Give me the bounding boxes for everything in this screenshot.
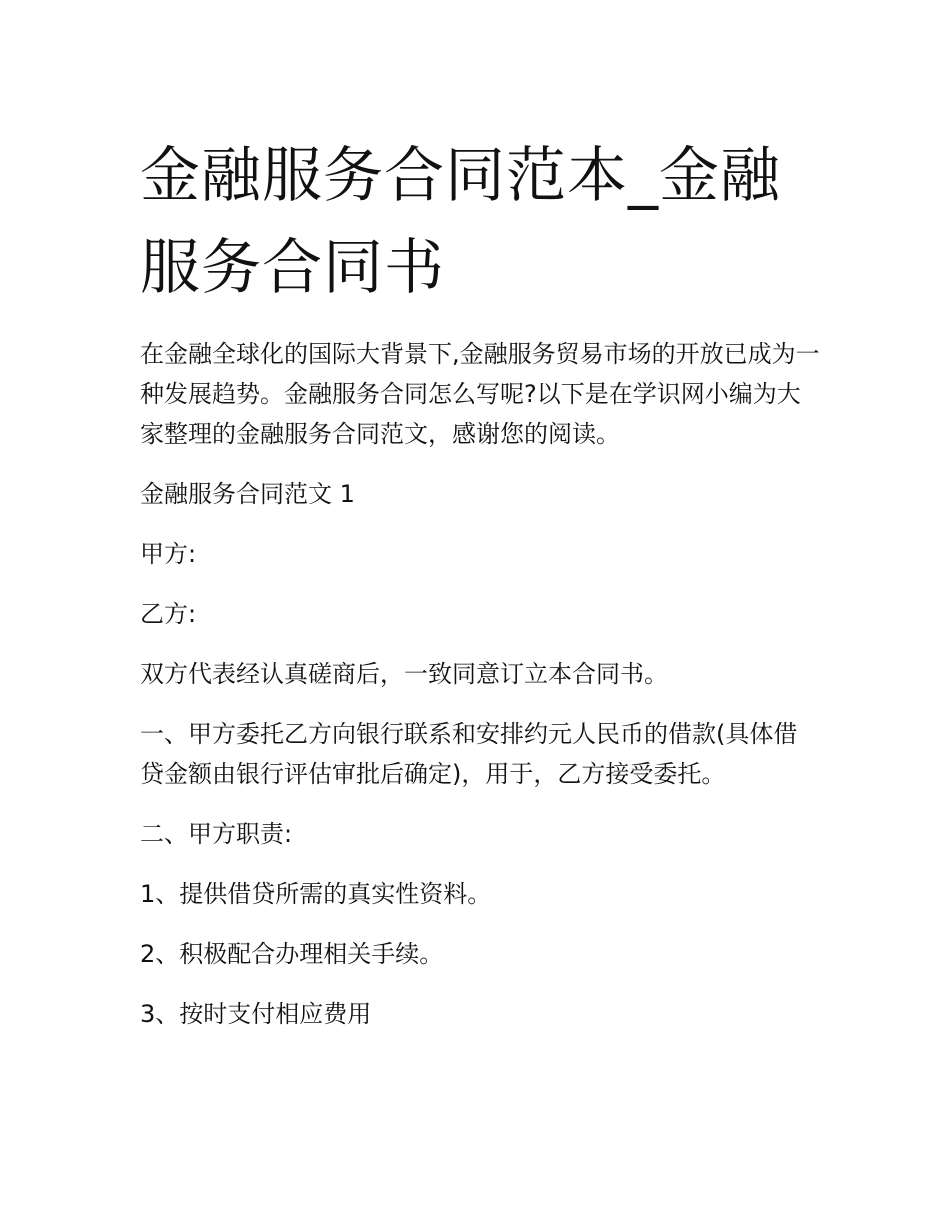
duty-item-3: 3、按时支付相应费用	[140, 1000, 372, 1028]
duty-item-1: 1、提供借贷所需的真实性资料。	[140, 880, 492, 908]
document-title: 金融服务合同范本_金融服务合同书	[140, 141, 781, 303]
clause-2-heading: 二、甲方职责:	[140, 820, 293, 848]
duty-item-2: 2、积极配合办理相关手续。	[140, 940, 444, 968]
intro-paragraph: 在金融全球化的国际大背景下,金融服务贸易市场的开放已成为一种发展趋势。金融服务合同怎么写呢?以下是在学识网小编为大家整理的金融服务合同范文，感谢您的阅读。	[140, 340, 820, 448]
section-heading: 金融服务合同范文 1	[140, 480, 355, 508]
party-b-label: 乙方:	[140, 600, 197, 628]
document-page	[140, 130, 820, 1054]
party-a-label: 甲方:	[140, 540, 197, 568]
agreement-paragraph: 双方代表经认真磋商后，一致同意订立本合同书。	[140, 660, 668, 688]
clause-1-paragraph: 一、甲方委托乙方向银行联系和安排约元人民币的借款(具体借贷金额由银行评估审批后确定)，用于，乙方接受委托。	[140, 720, 798, 788]
